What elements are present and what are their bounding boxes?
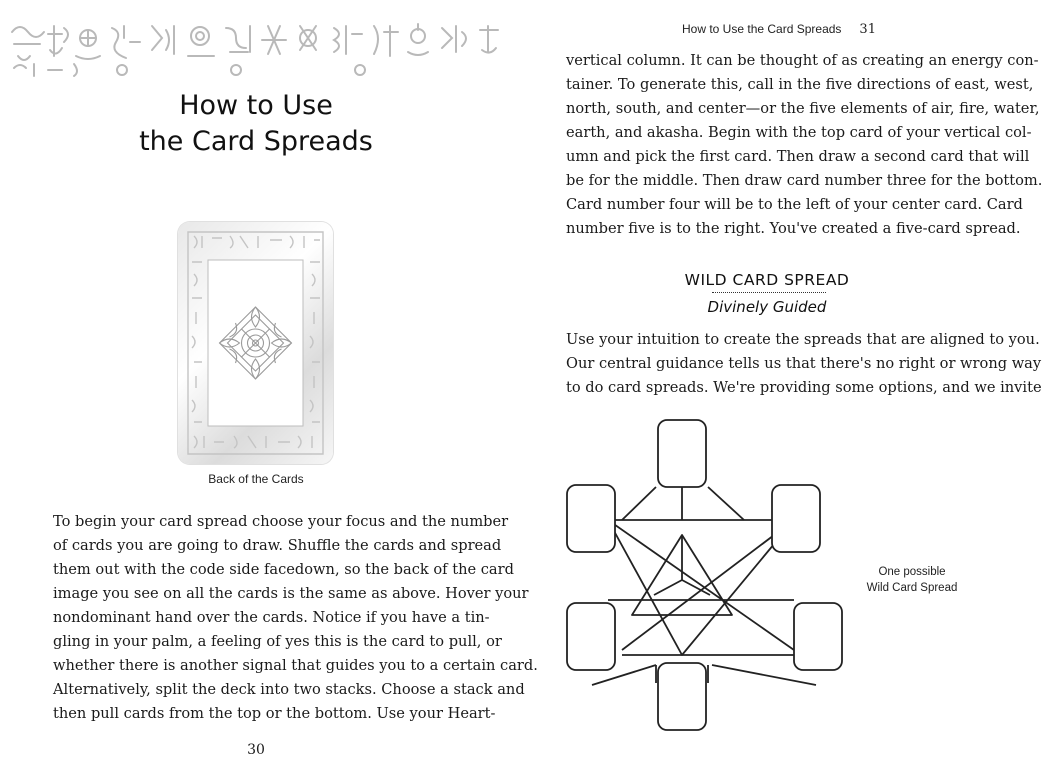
connector-lines bbox=[622, 487, 744, 520]
page-number: 30 bbox=[247, 742, 265, 758]
body-line: earth, and akasha. Begin with the top card of your vertical col- bbox=[566, 124, 1032, 141]
left-body-paragraph bbox=[53, 510, 538, 726]
card-back-mandala-icon bbox=[178, 222, 333, 464]
chapter-title-line1: How to Use bbox=[179, 90, 333, 121]
body-line: then pull cards from the top or the bottom. Use your Heart- bbox=[53, 705, 496, 722]
card-caption: Back of the Cards bbox=[208, 472, 304, 486]
body-line: number five is to the right. You've created a five-card spread. bbox=[566, 220, 1021, 237]
body-line: be for the middle. Then draw card number three for the bottom. bbox=[566, 172, 1042, 189]
body-line: whether there is another signal that guides you to a certain card. bbox=[53, 657, 538, 674]
chapter-title bbox=[60, 88, 452, 160]
body-line: north, south, and center—or the five elements of air, fire, water, bbox=[566, 100, 1040, 117]
running-head-title: How to Use the Card Spreads bbox=[682, 22, 842, 36]
page-number: 31 bbox=[859, 22, 876, 37]
spread-card-top bbox=[658, 420, 706, 487]
body-line: Our central guidance tells us that there's no right or wrong way bbox=[566, 355, 1042, 372]
section-subheading: Divinely Guided bbox=[707, 298, 827, 316]
diagram-caption-line1: One possible bbox=[878, 566, 946, 578]
body-line: nondominant hand over the cards. Notice if you have a tin- bbox=[53, 609, 490, 626]
body-line: to do card spreads. We're providing some options, and we invite bbox=[566, 379, 1042, 396]
spread-card-lower-right bbox=[794, 603, 842, 670]
spread-card-bottom bbox=[658, 663, 706, 730]
running-head bbox=[682, 22, 982, 37]
spread-card-upper-left bbox=[567, 485, 615, 552]
body-line: Alternatively, split the deck into two stacks. Choose a stack and bbox=[53, 681, 525, 698]
section-heading: WILD CARD SPREAD bbox=[684, 271, 850, 289]
card-back-image bbox=[178, 222, 333, 464]
right-body-paragraph bbox=[566, 49, 1042, 241]
body-line: them out with the code side facedown, so the back of the card bbox=[53, 561, 514, 578]
body-line: To begin your card spread choose your focus and the number bbox=[53, 513, 509, 530]
body-line: vertical column. It can be thought of as creating an energy con- bbox=[566, 52, 1039, 69]
right-page bbox=[512, 0, 1042, 782]
body-line: of cards you are going to draw. Shuffle the cards and spread bbox=[53, 537, 502, 554]
body-line: image you see on all the cards is the same as above. Hover your bbox=[53, 585, 529, 602]
spread-card-upper-right bbox=[772, 485, 820, 552]
body-line: umn and pick the first card. Then draw a second card that will bbox=[566, 148, 1030, 165]
right-body-paragraph-2 bbox=[566, 328, 1042, 400]
chapter-title-line2: the Card Spreads bbox=[139, 126, 373, 157]
body-line: gling in your palm, a feeling of yes this is the card to pull, or bbox=[53, 633, 502, 650]
wild-card-spread-diagram bbox=[562, 415, 852, 767]
glyph-ornament-icon bbox=[4, 12, 504, 82]
diagram-caption bbox=[847, 564, 977, 596]
dotted-divider bbox=[712, 292, 826, 293]
body-line: Card number four will be to the left of your center card. Card bbox=[566, 196, 1023, 213]
diagram-caption-line2: Wild Card Spread bbox=[866, 582, 958, 594]
spread-card-lower-left bbox=[567, 603, 615, 670]
body-line: Use your intuition to create the spreads that are aligned to you. bbox=[566, 331, 1040, 348]
body-line: tainer. To generate this, call in the five directions of east, west, bbox=[566, 76, 1034, 93]
